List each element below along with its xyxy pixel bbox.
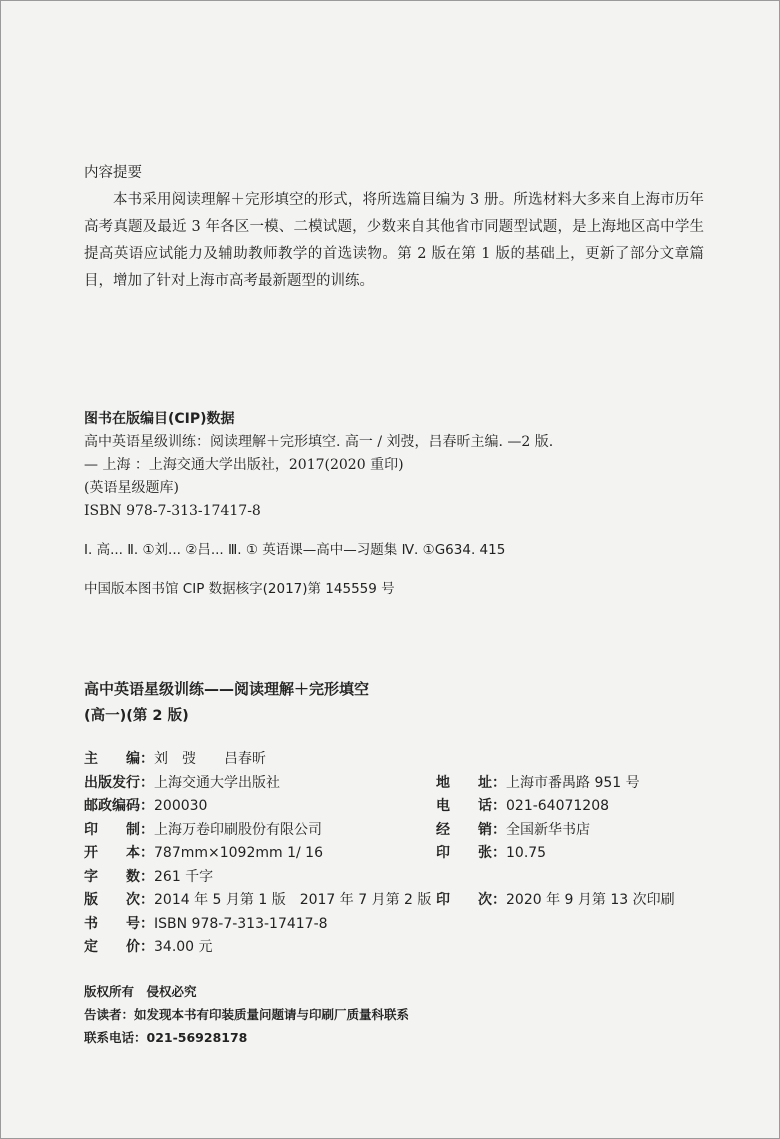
detail-row-publisher (84, 772, 640, 796)
postcode-label: 邮政编码： (84, 798, 154, 814)
address-cell (436, 772, 640, 792)
publisher-value: 上海交通大学出版社 (154, 774, 280, 791)
price-label: 定 价： (84, 939, 154, 955)
distributor-cell (436, 819, 590, 839)
summary-heading: 内容提要 (84, 165, 142, 181)
detail-row-edition (84, 889, 675, 913)
copyright-line: 版权所有 侵权必究 (84, 984, 197, 999)
postcode-value: 200030 (154, 798, 208, 814)
detail-row-editor (84, 748, 431, 772)
detail-row-postcode (84, 795, 610, 819)
cip-classification: Ⅰ. 高... Ⅱ. ①刘... ②吕... Ⅲ. ① 英语课—高中—习题集 Ⅳ. ①G634. 415 (84, 542, 506, 558)
content-summary (84, 160, 704, 295)
copyright-block (84, 980, 409, 1049)
editor-value: 刘 弢 吕春昕 (154, 751, 266, 767)
sheets-value: 10.75 (506, 845, 547, 861)
cip-block (84, 408, 704, 601)
publisher-label: 出版发行： (84, 774, 154, 791)
phone-label: 电 话： (436, 798, 506, 814)
reader-notice: 告读者：如发现本书有印装质量问题请与印刷厂质量科联系 (84, 1007, 410, 1022)
format-label: 开 本： (84, 845, 154, 861)
book-subtitle: (高一)(第 2 版) (84, 708, 189, 724)
cip-line-2: — 上海 ：上海交通大学出版社，2017(2020 重印) (84, 457, 404, 473)
words-value: 261 千字 (154, 868, 214, 885)
cip-isbn: ISBN 978-7-313-17417-8 (84, 503, 261, 519)
detail-row-booknum (84, 913, 431, 937)
summary-paragraph: 本书采用阅读理解＋完形填空的形式，将所选篇目编为 3 册。所选材料大多来自上海市历年高考真题及最近 3 年各区一模、二模试题，少数来自其他省市同题型试题，是上海地区高中学生提高英语应试能力及辅助教师教学的首选读物。第 2 版在第 1 版的基础上，更新了部分文章篇目，增加了针对上海市高考最新题型的训练。 (84, 192, 704, 289)
detail-row-words (84, 866, 431, 890)
detail-row-price (84, 936, 431, 960)
cip-line-1: 高中英语星级训练：阅读理解＋完形填空. 高一 / 刘弢，吕春昕主编. —2 版. (84, 434, 554, 450)
detail-row-format (84, 842, 547, 866)
sheets-cell (436, 842, 546, 862)
cip-number: 中国版本图书馆 CIP 数据核字(2017)第 145559 号 (84, 581, 395, 597)
printing-cell (436, 889, 675, 909)
printer-value: 上海万卷印刷股份有限公司 (154, 821, 322, 838)
booknum-value: ISBN 978-7-313-17417-8 (154, 915, 328, 932)
phone-value: 021-64071208 (506, 798, 610, 814)
address-label: 地 址： (436, 774, 506, 791)
format-value: 787mm×1092mm 1/ 16 (154, 845, 323, 861)
printing-label: 印 次： (436, 892, 506, 908)
editor-label: 主 编： (84, 751, 154, 767)
publication-details (84, 748, 675, 960)
distributor-value: 全国新华书店 (506, 821, 590, 838)
printing-value: 2020 年 9 月第 13 次印刷 (506, 892, 675, 908)
printer-label: 印 制： (84, 821, 154, 838)
contact-phone: 联系电话：021-56928178 (84, 1030, 248, 1045)
cip-title: 图书在版编目(CIP)数据 (84, 411, 235, 427)
phone-cell (436, 795, 609, 815)
book-title: 高中英语星级训练——阅读理解＋完形填空 (84, 680, 370, 698)
words-label: 字 数： (84, 868, 154, 885)
cip-line-3: (英语星级题库) (84, 480, 179, 496)
distributor-label: 经 销： (436, 821, 506, 838)
edition-value: 2014 年 5 月第 1 版 2017 年 7 月第 2 版 (154, 892, 432, 908)
detail-row-printer (84, 819, 590, 843)
sheets-label: 印 张： (436, 845, 506, 861)
edition-label: 版 次： (84, 892, 154, 908)
address-value: 上海市番禺路 951 号 (506, 774, 640, 791)
booknum-label: 书 号： (84, 915, 154, 932)
price-value: 34.00 元 (154, 939, 213, 955)
